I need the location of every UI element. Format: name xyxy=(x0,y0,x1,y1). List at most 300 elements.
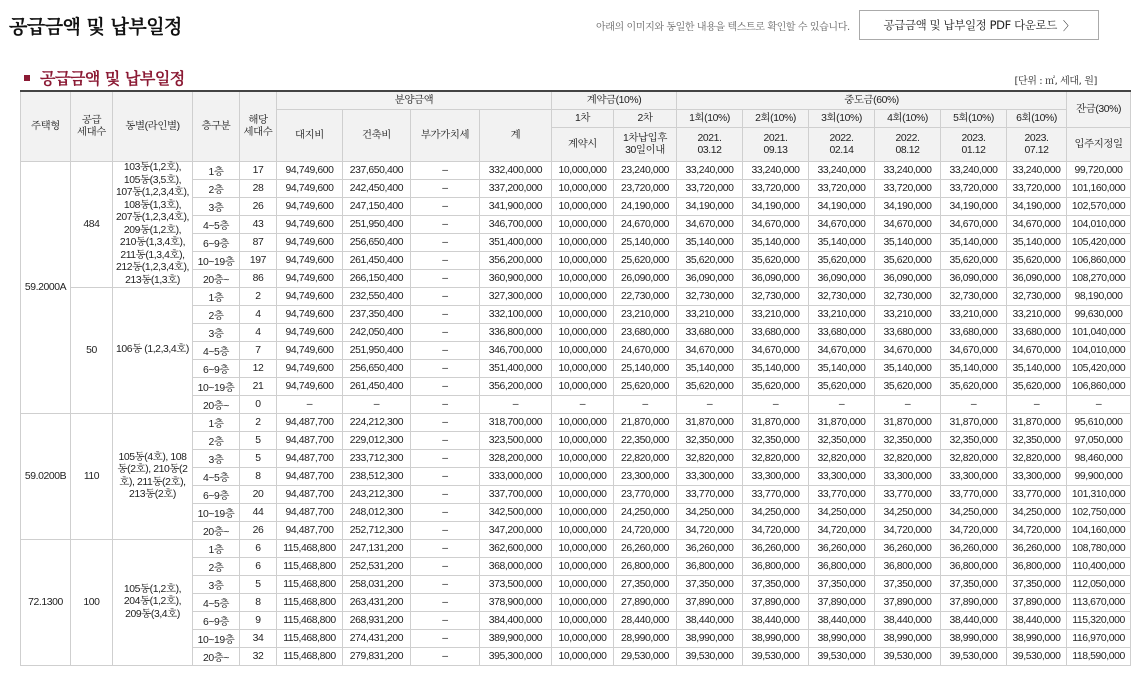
table-cell: 35,620,000 xyxy=(677,378,743,396)
table-cell: 332,100,000 xyxy=(480,306,552,324)
table-cell: 37,350,000 xyxy=(875,576,941,594)
table-cell: 10,000,000 xyxy=(552,630,614,648)
price-table-wrapper xyxy=(20,90,1126,666)
table-cell: 10,000,000 xyxy=(552,540,614,558)
table-cell: 113,670,000 xyxy=(1067,594,1131,612)
table-cell: – xyxy=(411,198,480,216)
col-middle-date-4: 2022. 08.12 xyxy=(875,128,941,162)
table-cell: 6 xyxy=(240,540,277,558)
table-cell: 33,240,000 xyxy=(941,162,1007,180)
col-vat: 부가가치세 xyxy=(411,110,480,162)
table-cell: 1층 xyxy=(193,540,240,558)
table-cell: 3층 xyxy=(193,576,240,594)
table-cell: 104,010,000 xyxy=(1067,216,1131,234)
table-cell: 10,000,000 xyxy=(552,288,614,306)
cell-supply-units: 110 xyxy=(71,414,113,540)
table-cell: 341,900,000 xyxy=(480,198,552,216)
table-cell: 242,450,400 xyxy=(343,180,411,198)
table-cell: 104,160,000 xyxy=(1067,522,1131,540)
table-cell: – xyxy=(875,396,941,414)
table-body xyxy=(21,162,1131,666)
table-cell: 33,770,000 xyxy=(809,486,875,504)
table-cell: 98,190,000 xyxy=(1067,288,1131,306)
table-cell: – xyxy=(411,522,480,540)
table-cell: 38,440,000 xyxy=(1007,612,1067,630)
table-cell: 268,931,200 xyxy=(343,612,411,630)
table-cell: 34,670,000 xyxy=(1007,342,1067,360)
col-building: 동별(라인별) xyxy=(113,91,193,162)
table-cell: 32,730,000 xyxy=(941,288,1007,306)
table-cell: 94,749,600 xyxy=(277,270,343,288)
table-cell: 33,210,000 xyxy=(743,306,809,324)
table-cell: 10,000,000 xyxy=(552,450,614,468)
table-cell: 31,870,000 xyxy=(1007,414,1067,432)
table-cell: 94,749,600 xyxy=(277,378,343,396)
table-cell: 233,712,300 xyxy=(343,450,411,468)
table-row xyxy=(21,540,1131,558)
table-cell: 328,200,000 xyxy=(480,450,552,468)
table-cell: 99,900,000 xyxy=(1067,468,1131,486)
table-cell: 10,000,000 xyxy=(552,162,614,180)
table-cell: 251,950,400 xyxy=(343,216,411,234)
table-cell: 6~9층 xyxy=(193,234,240,252)
table-cell: 34,720,000 xyxy=(743,522,809,540)
table-cell: 115,468,800 xyxy=(277,648,343,666)
table-cell: 389,900,000 xyxy=(480,630,552,648)
table-cell: 32,350,000 xyxy=(1007,432,1067,450)
table-cell: 35,140,000 xyxy=(809,234,875,252)
table-cell: 318,700,000 xyxy=(480,414,552,432)
table-cell: 342,500,000 xyxy=(480,504,552,522)
table-cell: 33,210,000 xyxy=(809,306,875,324)
table-cell: 252,531,200 xyxy=(343,558,411,576)
col-deposit-1: 1차 xyxy=(552,110,614,128)
table-cell: 33,300,000 xyxy=(1007,468,1067,486)
col-middle-4: 4회(10%) xyxy=(875,110,941,128)
table-cell: 37,890,000 xyxy=(809,594,875,612)
table-cell: 32,820,000 xyxy=(809,450,875,468)
table-cell: 94,487,700 xyxy=(277,522,343,540)
table-cell: 33,720,000 xyxy=(809,180,875,198)
table-cell: – xyxy=(411,252,480,270)
table-cell: 39,530,000 xyxy=(875,648,941,666)
col-middle-date-3: 2022. 02.14 xyxy=(809,128,875,162)
table-cell: 4~5층 xyxy=(193,468,240,486)
table-cell: 362,600,000 xyxy=(480,540,552,558)
table-cell: – xyxy=(809,396,875,414)
table-cell: 116,970,000 xyxy=(1067,630,1131,648)
table-cell: 106,860,000 xyxy=(1067,252,1131,270)
table-cell: 35,620,000 xyxy=(941,252,1007,270)
table-cell: 34,670,000 xyxy=(743,342,809,360)
table-cell: – xyxy=(411,630,480,648)
pdf-download-button[interactable] xyxy=(859,10,1099,40)
table-cell: 39,530,000 xyxy=(677,648,743,666)
table-cell: 36,260,000 xyxy=(875,540,941,558)
table-cell: 32,350,000 xyxy=(743,432,809,450)
table-cell: – xyxy=(677,396,743,414)
table-cell: 37,890,000 xyxy=(677,594,743,612)
table-cell: 351,400,000 xyxy=(480,234,552,252)
table-cell: 35,140,000 xyxy=(743,234,809,252)
table-cell: 35,620,000 xyxy=(1007,378,1067,396)
table-cell: 32,350,000 xyxy=(941,432,1007,450)
table-cell: 35,620,000 xyxy=(809,378,875,396)
table-cell: 34,720,000 xyxy=(809,522,875,540)
table-cell: 35,140,000 xyxy=(875,360,941,378)
table-cell: 94,749,600 xyxy=(277,324,343,342)
table-cell: 34,670,000 xyxy=(1007,216,1067,234)
table-cell: 37,350,000 xyxy=(743,576,809,594)
table-cell: 108,780,000 xyxy=(1067,540,1131,558)
table-cell: 378,900,000 xyxy=(480,594,552,612)
table-cell: 34,670,000 xyxy=(677,216,743,234)
col-building-cost: 건축비 xyxy=(343,110,411,162)
table-cell: 327,300,000 xyxy=(480,288,552,306)
table-cell: 38,440,000 xyxy=(875,612,941,630)
table-cell: 337,200,000 xyxy=(480,180,552,198)
table-cell: 10,000,000 xyxy=(552,504,614,522)
table-cell: 36,090,000 xyxy=(941,270,1007,288)
table-cell: – xyxy=(411,576,480,594)
table-cell: 9 xyxy=(240,612,277,630)
table-cell: 23,680,000 xyxy=(614,324,677,342)
table-cell: 10,000,000 xyxy=(552,252,614,270)
table-cell: 37,350,000 xyxy=(809,576,875,594)
table-cell: 33,680,000 xyxy=(809,324,875,342)
table-cell: 25,620,000 xyxy=(614,378,677,396)
table-cell: 10,000,000 xyxy=(552,612,614,630)
table-cell: 38,440,000 xyxy=(941,612,1007,630)
table-cell: 247,150,400 xyxy=(343,198,411,216)
table-cell: 26,090,000 xyxy=(614,270,677,288)
table-cell: – xyxy=(411,360,480,378)
table-cell: 2 xyxy=(240,414,277,432)
table-cell: – xyxy=(941,396,1007,414)
table-cell: 33,240,000 xyxy=(809,162,875,180)
table-cell: 237,650,400 xyxy=(343,162,411,180)
col-middle-date-5: 2023. 01.12 xyxy=(941,128,1007,162)
table-cell: 36,260,000 xyxy=(1007,540,1067,558)
table-cell: 33,680,000 xyxy=(677,324,743,342)
col-deposit-2-when: 1차납입후 30일이내 xyxy=(614,128,677,162)
table-row xyxy=(21,162,1131,180)
table-cell: 99,630,000 xyxy=(1067,306,1131,324)
table-cell: 3층 xyxy=(193,450,240,468)
table-cell: 8 xyxy=(240,594,277,612)
table-cell: 36,800,000 xyxy=(809,558,875,576)
table-cell: 33,770,000 xyxy=(875,486,941,504)
price-schedule-table xyxy=(20,90,1131,666)
table-cell: 33,300,000 xyxy=(941,468,1007,486)
table-cell: 395,300,000 xyxy=(480,648,552,666)
table-cell: 23,770,000 xyxy=(614,486,677,504)
table-cell: 34,670,000 xyxy=(743,216,809,234)
table-cell: 10,000,000 xyxy=(552,432,614,450)
table-cell: 110,400,000 xyxy=(1067,558,1131,576)
col-units: 해당 세대수 xyxy=(240,91,277,162)
table-cell: 20층~ xyxy=(193,648,240,666)
table-cell: 10,000,000 xyxy=(552,594,614,612)
table-cell: 6 xyxy=(240,558,277,576)
table-cell: 23,300,000 xyxy=(614,468,677,486)
table-cell: 25,620,000 xyxy=(614,252,677,270)
table-cell: 87 xyxy=(240,234,277,252)
table-cell: 351,400,000 xyxy=(480,360,552,378)
table-cell: 36,090,000 xyxy=(677,270,743,288)
table-cell: 36,260,000 xyxy=(677,540,743,558)
table-cell: 5 xyxy=(240,576,277,594)
table-cell: 31,870,000 xyxy=(743,414,809,432)
table-cell: 34,670,000 xyxy=(809,216,875,234)
table-cell: 33,300,000 xyxy=(743,468,809,486)
table-cell: 94,749,600 xyxy=(277,234,343,252)
table-cell: 248,012,300 xyxy=(343,504,411,522)
table-cell: 21,870,000 xyxy=(614,414,677,432)
table-cell: 34,720,000 xyxy=(941,522,1007,540)
table-cell: 94,749,600 xyxy=(277,180,343,198)
text-notice: 아래의 이미지와 동일한 내용을 텍스트로 확인할 수 있습니다. xyxy=(596,22,850,33)
col-middle: 중도금(60%) xyxy=(677,91,1067,110)
table-cell: 27,350,000 xyxy=(614,576,677,594)
table-cell: 29,530,000 xyxy=(614,648,677,666)
table-cell: – xyxy=(411,540,480,558)
table-cell: 118,590,000 xyxy=(1067,648,1131,666)
pdf-download-label: 공급금액 및 납부일정 PDF 다운로드 xyxy=(883,18,1057,32)
table-cell: 10,000,000 xyxy=(552,378,614,396)
table-cell: – xyxy=(411,180,480,198)
table-cell: 36,090,000 xyxy=(809,270,875,288)
table-cell: 22,820,000 xyxy=(614,450,677,468)
table-cell: 102,750,000 xyxy=(1067,504,1131,522)
table-cell: 35,140,000 xyxy=(1007,360,1067,378)
table-cell: 32,820,000 xyxy=(1007,450,1067,468)
table-cell: 94,749,600 xyxy=(277,162,343,180)
table-cell: 36,090,000 xyxy=(743,270,809,288)
table-header xyxy=(21,91,1131,162)
table-cell: 346,700,000 xyxy=(480,342,552,360)
table-cell: 2층 xyxy=(193,558,240,576)
table-cell: 10,000,000 xyxy=(552,306,614,324)
table-cell: 3층 xyxy=(193,198,240,216)
table-cell: 32,730,000 xyxy=(1007,288,1067,306)
table-cell: 94,749,600 xyxy=(277,288,343,306)
table-cell: – xyxy=(480,396,552,414)
table-cell: 115,468,800 xyxy=(277,594,343,612)
table-cell: 34,250,000 xyxy=(743,504,809,522)
table-cell: 32,820,000 xyxy=(875,450,941,468)
table-row xyxy=(21,288,1131,306)
table-cell: 23,240,000 xyxy=(614,162,677,180)
table-cell: 10,000,000 xyxy=(552,558,614,576)
table-cell: 33,680,000 xyxy=(743,324,809,342)
table-cell: 5 xyxy=(240,432,277,450)
table-cell: 36,090,000 xyxy=(1007,270,1067,288)
table-cell: 2층 xyxy=(193,180,240,198)
cell-buildings: 105동(1,2호), 204동(1,2호), 209동(3,4호) xyxy=(113,540,193,666)
table-cell: 86 xyxy=(240,270,277,288)
table-cell: 238,512,300 xyxy=(343,468,411,486)
table-cell: 34,190,000 xyxy=(809,198,875,216)
table-cell: 38,440,000 xyxy=(809,612,875,630)
table-cell: 279,831,200 xyxy=(343,648,411,666)
table-cell: 35,620,000 xyxy=(809,252,875,270)
table-cell: 10,000,000 xyxy=(552,324,614,342)
table-cell: – xyxy=(411,288,480,306)
cell-type: 59.0200B xyxy=(21,414,71,540)
table-cell: 44 xyxy=(240,504,277,522)
table-cell: 33,210,000 xyxy=(1007,306,1067,324)
table-cell: 34,250,000 xyxy=(809,504,875,522)
table-cell: 1층 xyxy=(193,414,240,432)
table-cell: 39,530,000 xyxy=(743,648,809,666)
table-cell: – xyxy=(411,216,480,234)
table-cell: 10,000,000 xyxy=(552,270,614,288)
table-cell: 243,212,300 xyxy=(343,486,411,504)
table-cell: 37,890,000 xyxy=(743,594,809,612)
table-cell: 28,990,000 xyxy=(614,630,677,648)
table-cell: 33,210,000 xyxy=(677,306,743,324)
table-cell: 94,487,700 xyxy=(277,414,343,432)
table-cell: 39,530,000 xyxy=(941,648,1007,666)
table-cell: 32,730,000 xyxy=(677,288,743,306)
table-cell: 36,800,000 xyxy=(743,558,809,576)
table-cell: 34,670,000 xyxy=(875,342,941,360)
table-cell: 263,431,200 xyxy=(343,594,411,612)
cell-supply-units: 484 xyxy=(71,162,113,288)
table-cell: 101,310,000 xyxy=(1067,486,1131,504)
table-cell: 256,650,400 xyxy=(343,234,411,252)
table-cell: 26,800,000 xyxy=(614,558,677,576)
table-cell: 33,770,000 xyxy=(743,486,809,504)
table-cell: 8 xyxy=(240,468,277,486)
table-cell: 33,210,000 xyxy=(875,306,941,324)
table-cell: 99,720,000 xyxy=(1067,162,1131,180)
table-cell: 323,500,000 xyxy=(480,432,552,450)
table-cell: 34,250,000 xyxy=(941,504,1007,522)
table-cell: 37,890,000 xyxy=(941,594,1007,612)
table-cell: 32,730,000 xyxy=(743,288,809,306)
table-cell: 37,350,000 xyxy=(941,576,1007,594)
table-cell: 36,800,000 xyxy=(941,558,1007,576)
table-cell: 26,260,000 xyxy=(614,540,677,558)
col-middle-2: 2회(10%) xyxy=(743,110,809,128)
table-cell: 229,012,300 xyxy=(343,432,411,450)
table-cell: 336,800,000 xyxy=(480,324,552,342)
table-cell: 33,770,000 xyxy=(941,486,1007,504)
table-cell: 35,620,000 xyxy=(1007,252,1067,270)
table-cell: – xyxy=(411,378,480,396)
table-cell: 36,800,000 xyxy=(1007,558,1067,576)
table-cell: 33,680,000 xyxy=(875,324,941,342)
table-cell: 104,010,000 xyxy=(1067,342,1131,360)
table-cell: 332,400,000 xyxy=(480,162,552,180)
table-cell: 10~19층 xyxy=(193,630,240,648)
table-cell: 266,150,400 xyxy=(343,270,411,288)
table-cell: 31,870,000 xyxy=(875,414,941,432)
table-cell: 251,950,400 xyxy=(343,342,411,360)
table-cell: – xyxy=(1007,396,1067,414)
table-cell: 33,240,000 xyxy=(875,162,941,180)
cell-buildings: 106동 (1,2,3,4호) xyxy=(113,288,193,414)
table-cell: 232,550,400 xyxy=(343,288,411,306)
table-cell: 347,200,000 xyxy=(480,522,552,540)
table-cell: 247,131,200 xyxy=(343,540,411,558)
table-cell: 36,260,000 xyxy=(941,540,1007,558)
table-cell: 346,700,000 xyxy=(480,216,552,234)
table-cell: 6~9층 xyxy=(193,360,240,378)
table-cell: – xyxy=(411,342,480,360)
table-cell: 32,350,000 xyxy=(875,432,941,450)
col-middle-1: 1회(10%) xyxy=(677,110,743,128)
table-cell: 115,320,000 xyxy=(1067,612,1131,630)
table-cell: – xyxy=(411,162,480,180)
table-cell: 101,040,000 xyxy=(1067,324,1131,342)
table-cell: – xyxy=(1067,396,1131,414)
page-title: 공급금액 및 납부일정 xyxy=(9,16,182,38)
table-cell: – xyxy=(411,468,480,486)
table-cell: 4 xyxy=(240,324,277,342)
table-cell: 356,200,000 xyxy=(480,252,552,270)
table-cell: 32,350,000 xyxy=(677,432,743,450)
cell-buildings: 105동(4호), 108동(2호), 210동(2호), 211동(2호), 213동(2호) xyxy=(113,414,193,540)
table-cell: 94,749,600 xyxy=(277,360,343,378)
table-cell: 24,250,000 xyxy=(614,504,677,522)
table-cell: 36,260,000 xyxy=(743,540,809,558)
table-cell: 10,000,000 xyxy=(552,468,614,486)
table-cell: 0 xyxy=(240,396,277,414)
table-cell: 2 xyxy=(240,288,277,306)
table-cell: 35,620,000 xyxy=(941,378,1007,396)
table-cell: 28 xyxy=(240,180,277,198)
table-cell: 20층~ xyxy=(193,270,240,288)
table-cell: 10,000,000 xyxy=(552,216,614,234)
table-cell: 115,468,800 xyxy=(277,612,343,630)
table-cell: 34,190,000 xyxy=(941,198,1007,216)
table-cell: 33,720,000 xyxy=(875,180,941,198)
table-cell: 38,990,000 xyxy=(677,630,743,648)
table-cell: 35,140,000 xyxy=(677,234,743,252)
col-middle-date-6: 2023. 07.12 xyxy=(1007,128,1067,162)
table-cell: – xyxy=(552,396,614,414)
table-cell: 34,670,000 xyxy=(677,342,743,360)
table-cell: 261,450,400 xyxy=(343,378,411,396)
table-cell: 261,450,400 xyxy=(343,252,411,270)
table-cell: 94,749,600 xyxy=(277,216,343,234)
table-cell: 94,487,700 xyxy=(277,432,343,450)
table-cell: 24,670,000 xyxy=(614,216,677,234)
table-cell: – xyxy=(411,324,480,342)
table-cell: 38,440,000 xyxy=(677,612,743,630)
table-cell: 2층 xyxy=(193,306,240,324)
col-balance-when: 입주지정일 xyxy=(1067,128,1131,162)
table-cell: 32,350,000 xyxy=(809,432,875,450)
table-cell: 28,440,000 xyxy=(614,612,677,630)
table-cell: 33,240,000 xyxy=(1007,162,1067,180)
table-cell: 38,990,000 xyxy=(1007,630,1067,648)
table-cell: 384,400,000 xyxy=(480,612,552,630)
table-cell: 34 xyxy=(240,630,277,648)
table-cell: 242,050,400 xyxy=(343,324,411,342)
table-cell: 32,820,000 xyxy=(677,450,743,468)
table-cell: 237,350,400 xyxy=(343,306,411,324)
table-cell: 34,670,000 xyxy=(941,216,1007,234)
table-cell: 35,620,000 xyxy=(875,378,941,396)
table-cell: 10,000,000 xyxy=(552,648,614,666)
table-cell: 35,140,000 xyxy=(941,234,1007,252)
table-cell: 10,000,000 xyxy=(552,576,614,594)
col-land: 대지비 xyxy=(277,110,343,162)
